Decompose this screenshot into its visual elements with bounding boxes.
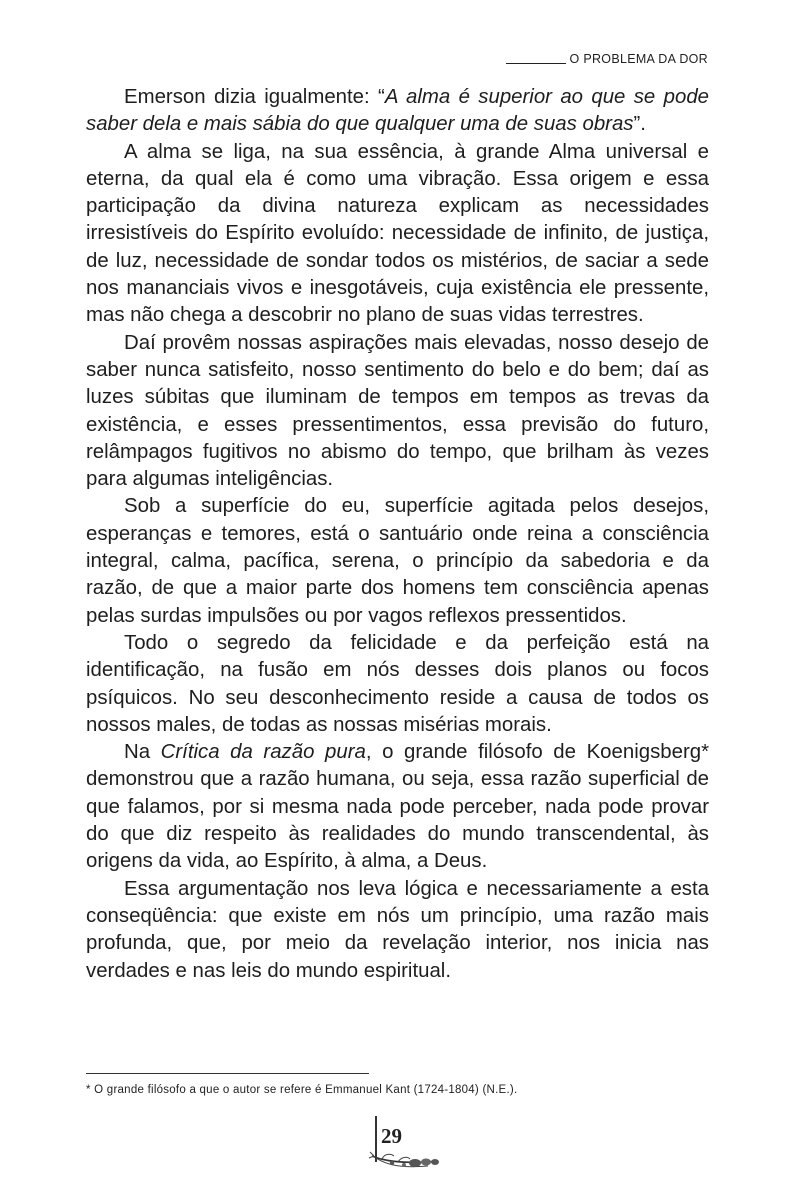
paragraph-1-tail: ”. (633, 113, 646, 136)
page-number: 29 (381, 1124, 402, 1148)
paragraph-5: Todo o segredo da felicidade e da perfeição está na identificação, na fusão em nós desses dois planos ou focos psíquicos. No seu desconhecimento reside a causa de todos os nossos males, de todas as nossas misérias morais. (86, 631, 709, 736)
body-text (86, 84, 709, 985)
paragraph-3: Daí provêm nossas aspirações mais elevadas, nosso desejo de saber nunca satisfeito, nosso sentimento do belo e do bem; daí as luzes súbitas que iluminam de tempos em tempos as trevas da existência, e esses pressentimentos, essa previsão do futuro, relâmpagos fugitivos no abismo do tempo, que brilham às vezes para algumas inteligências. (86, 331, 709, 491)
running-header (506, 52, 708, 66)
book-title: Crítica da razão pura (160, 741, 366, 764)
paragraph-2: A alma se liga, na sua essência, à grande Alma universal e eterna, da qual ela é como uma vibração. Essa origem e essa participação da divina natureza explicam as necessidades irresistíveis do Espírito evoluído: necessidade de infinito, de justiça, de luz, necessidade de sondar todos os mistérios, de saciar a sede nos mananciais vivos e inesgotáveis, cuja existência ele pressente, mas não chega a descobrir no plano de suas vidas terrestres. (86, 140, 709, 327)
header-rule (506, 63, 566, 64)
paragraph-6-lead: Na (124, 741, 161, 764)
paragraph-1 (86, 84, 709, 139)
running-title: O PROBLEMA DA DOR (569, 52, 708, 66)
paragraph-6-tail: , o grande filósofo de Koenigsberg* demonstrou que a razão humana, ou seja, essa razão superficial de que falamos, por si mesma nada pode perceber, nada pode provar do que diz respeito às realidades do mundo transcendental, às origens da vida, ao Espírito, à alma, a Deus. (86, 741, 710, 873)
paragraph-1-lead: Emerson dizia igualmente: “ (124, 86, 385, 108)
floral-ornament-icon (368, 1144, 448, 1174)
paragraph-7: Essa argumentação nos leva lógica e necessariamente a esta conseqüência: que existe em nós um princípio, uma razão mais profunda, que, por meio da revelação interior, nos inicia nas verdades e nas leis do mundo espiritual. (86, 877, 709, 982)
emerson-quote: A alma é superior ao que se pode saber dela e mais sábia do que qualquer uma de suas obras (86, 86, 709, 136)
footnote-rule (86, 1073, 369, 1074)
page-folio (368, 1114, 458, 1176)
paragraph-4: Sob a superfície do eu, superfície agitada pelos desejos, esperanças e temores, está o santuário onde reina a consciência integral, calma, pacífica, serena, o princípio da sabedoria e da razão, de que a maior parte dos homens tem consciência apenas pelas surdas impulsões ou por vagos reflexos pressentidos. (86, 495, 709, 627)
footnote: * O grande filósofo a que o autor se refere é Emmanuel Kant (1724-1804) (N.E.). (86, 1084, 518, 1096)
paragraph-6 (86, 739, 709, 875)
